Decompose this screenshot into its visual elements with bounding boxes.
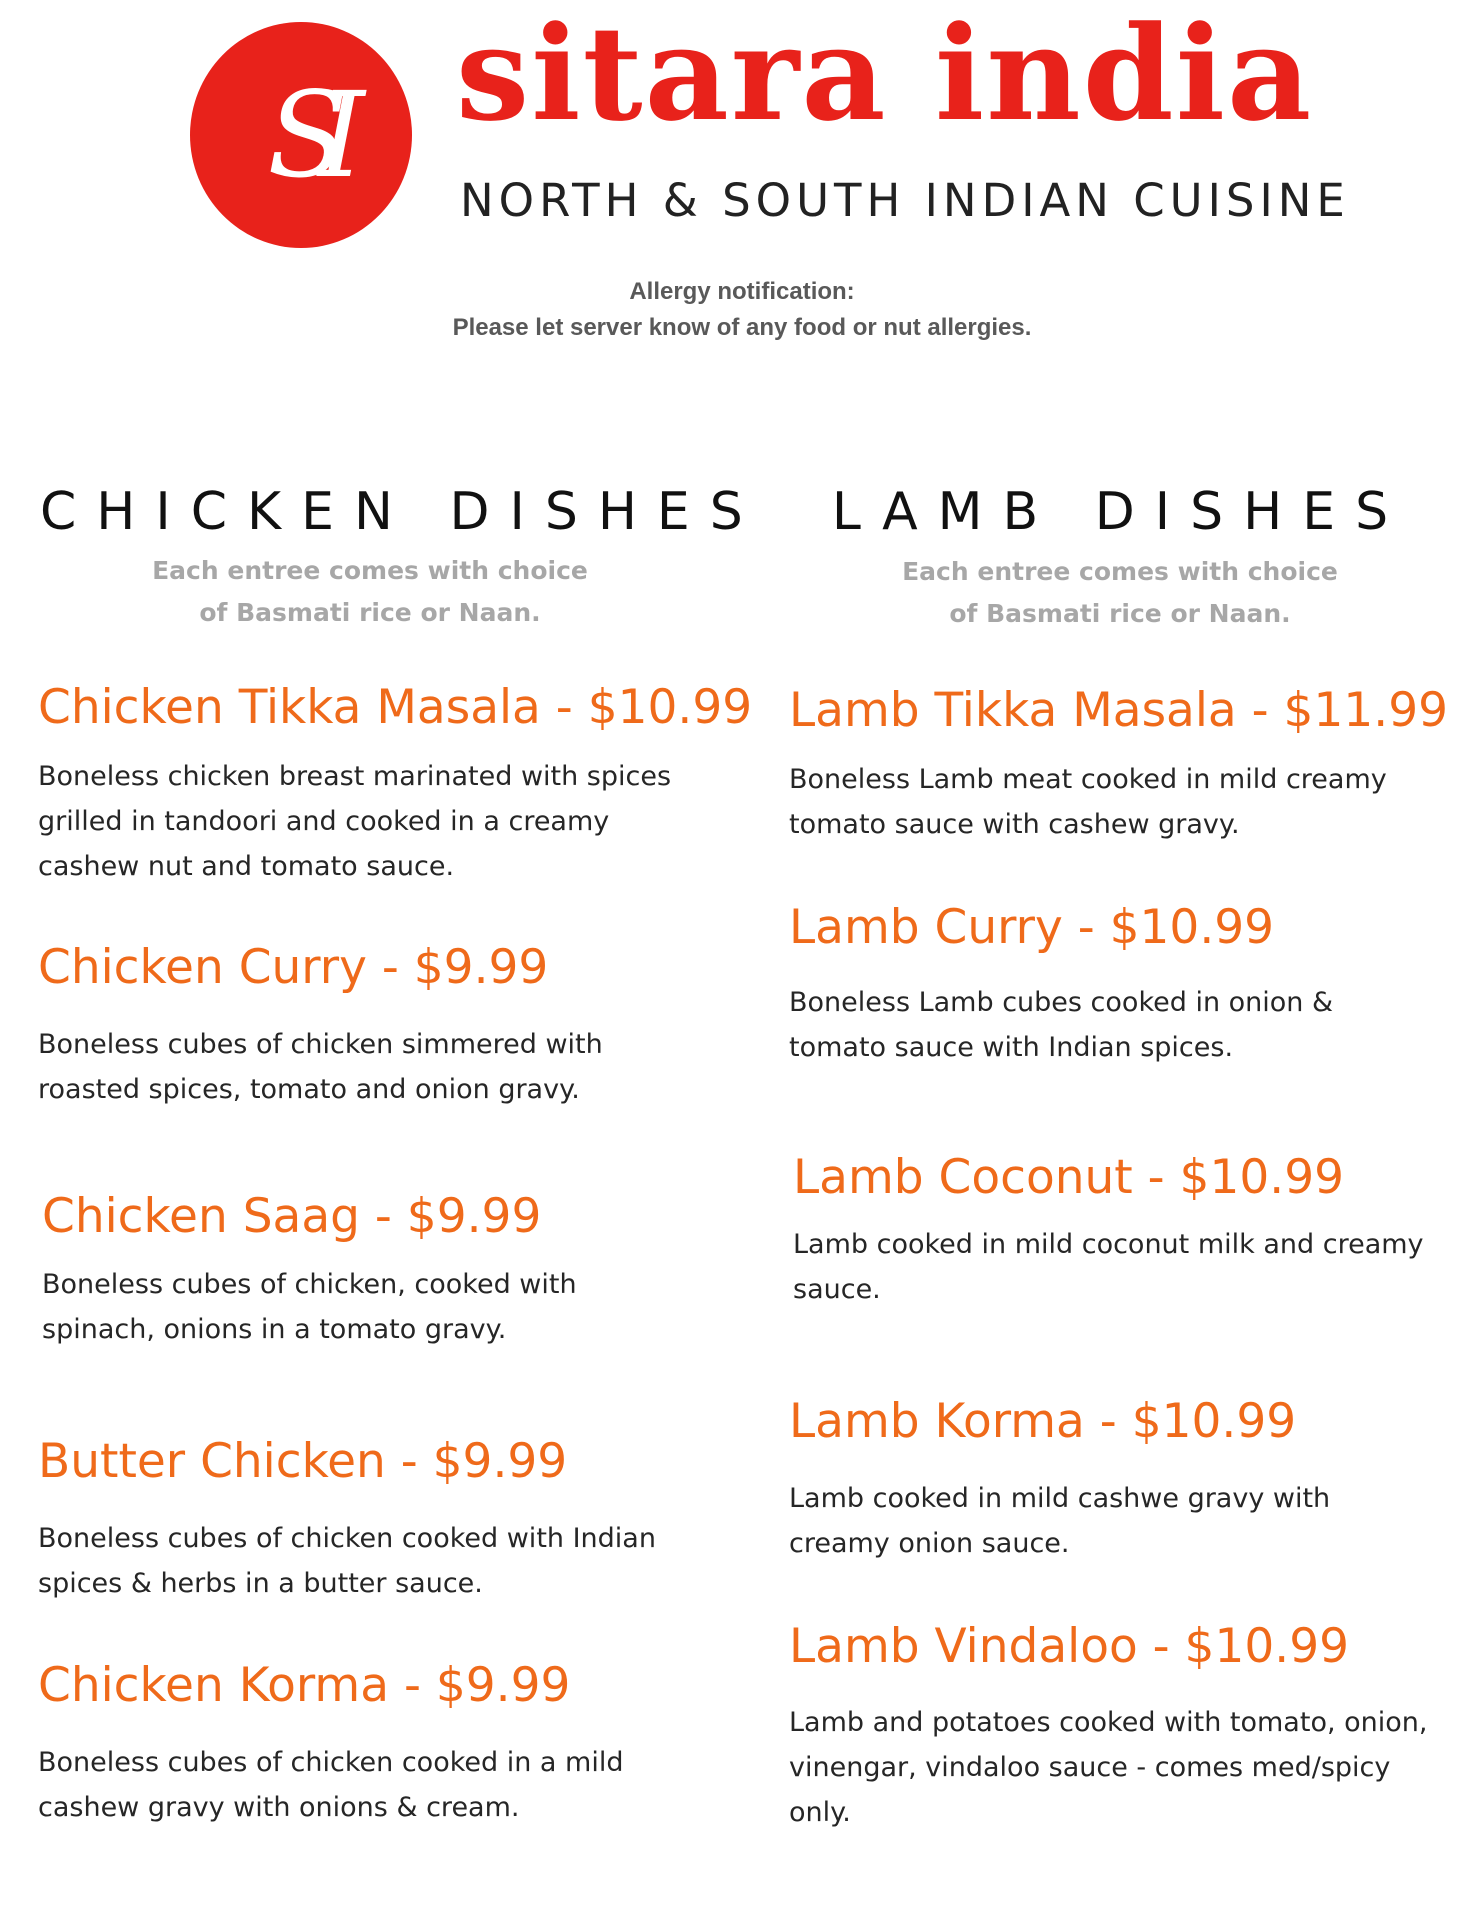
dish-description (38, 754, 671, 889)
dish-name: Lamb Tikka Masala - $11.99 (789, 683, 1449, 738)
dish-name: Lamb Vindaloo - $10.99 (789, 1619, 1350, 1674)
lamb-note-line: of Basmati rice or Naan. (949, 599, 1291, 628)
dish-description (789, 980, 1333, 1070)
dish-description-line: spinach, onions in a tomato gravy. (42, 1314, 507, 1345)
dish-description (38, 1740, 624, 1830)
dish-name: Lamb Korma - $10.99 (789, 1394, 1297, 1449)
dish-description (789, 1700, 1427, 1835)
dish-name: Chicken Korma - $9.99 (38, 1658, 571, 1713)
dish-description (38, 1516, 656, 1606)
dish-description-line: cashew nut and tomato sauce. (38, 851, 455, 882)
restaurant-logo (190, 0, 1350, 248)
lamb-section-title: LAMB DISHES (831, 482, 1409, 542)
dish-description-line: roasted spices, tomato and onion gravy. (38, 1074, 580, 1105)
restaurant-tagline: NORTH & SOUTH INDIAN CUISINE (460, 174, 1350, 227)
dish-name: Chicken Curry - $9.99 (38, 940, 549, 995)
chicken-section-note (40, 550, 700, 634)
dish-description (38, 1022, 603, 1112)
allergy-text: Please let server know of any food or nut allergies. (452, 314, 1032, 341)
dish-name: Butter Chicken - $9.99 (38, 1434, 568, 1489)
dish-description (42, 1262, 577, 1352)
dish-description-line: Boneless cubes of chicken, cooked with (42, 1269, 577, 1300)
dish-description (793, 1222, 1424, 1312)
dish-description-line: Lamb cooked in mild cashwe gravy with (789, 1483, 1331, 1514)
dish-description (789, 1476, 1330, 1566)
dish-description-line: Lamb cooked in mild coconut milk and creamy (793, 1229, 1424, 1260)
dish-name: Chicken Tikka Masala - $10.99 (38, 680, 753, 735)
dish-description-line: tomato sauce with Indian spices. (789, 1032, 1234, 1063)
dish-description-line: Boneless Lamb meat cooked in mild creamy (789, 764, 1387, 795)
dish-description (789, 757, 1387, 847)
dish-description-line: Boneless cubes of chicken simmered with (38, 1029, 603, 1060)
logo-emblem (190, 22, 412, 248)
dish-description-line: Lamb and potatoes cooked with tomato, onion, (789, 1707, 1428, 1738)
dish-description-line: creamy onion sauce. (789, 1528, 1070, 1559)
chicken-note-line: Each entree comes with choice (152, 556, 588, 585)
logo-monogram: SI (267, 66, 335, 204)
allergy-title: Allergy notification: (629, 278, 855, 305)
dish-description-line: Boneless Lamb cubes cooked in onion & (789, 987, 1334, 1018)
dish-description-line: Boneless chicken breast marinated with spices (38, 761, 672, 792)
chicken-section-title: CHICKEN DISHES (40, 482, 763, 542)
dish-description-line: only. (789, 1797, 851, 1828)
dish-description-line: grilled in tandoori and cooked in a creamy (38, 806, 610, 837)
dish-description-line: Boneless cubes of chicken cooked in a mild (38, 1747, 624, 1778)
dish-name: Lamb Coconut - $10.99 (793, 1150, 1345, 1205)
dish-description-line: spices & herbs in a butter sauce. (38, 1568, 483, 1599)
restaurant-name: sitara india (456, 0, 1314, 150)
allergy-notice (0, 274, 1484, 346)
dish-description-line: sauce. (793, 1274, 881, 1305)
lamb-note-line: Each entree comes with choice (902, 557, 1338, 586)
dish-description-line: cashew gravy with onions & cream. (38, 1792, 520, 1823)
lamb-section-note (790, 551, 1450, 635)
dish-description-line: Boneless cubes of chicken cooked with Indian (38, 1523, 656, 1554)
dish-name: Lamb Curry - $10.99 (789, 900, 1275, 955)
dish-description-line: vinengar, vindaloo sauce - comes med/spicy (789, 1752, 1391, 1783)
dish-description-line: tomato sauce with cashew gravy. (789, 809, 1240, 840)
chicken-note-line: of Basmati rice or Naan. (199, 598, 541, 627)
dish-name: Chicken Saag - $9.99 (42, 1189, 542, 1244)
